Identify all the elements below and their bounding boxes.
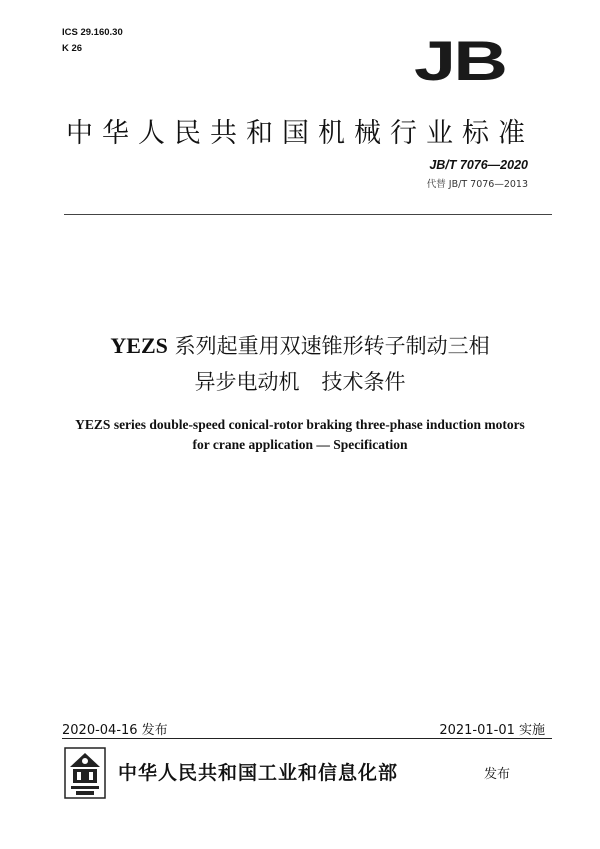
standard-title: 中华人民共和国机械行业标准: [66, 118, 534, 149]
footer-divider: [62, 738, 552, 739]
issue-date: 2020-04-16 发布: [62, 723, 168, 738]
chinese-title-line-1-text: 系列起重用双速锥形转子制动三相: [167, 334, 490, 358]
ministry-name: 中华人民共和国工业和信息化部: [118, 762, 399, 784]
chinese-title-part-a: 异步电动机: [194, 370, 300, 394]
chinese-title-line-2: [0, 366, 600, 396]
chinese-title-part-b: 技术条件: [321, 370, 406, 394]
implementation-date: 2021-01-01 实施: [439, 723, 545, 738]
jb-logo: JB: [414, 29, 506, 92]
chinese-title-model: YEZS: [110, 333, 168, 358]
chinese-title-line-1: [0, 330, 600, 360]
ministry-emblem-icon: [64, 747, 106, 799]
header-divider: [64, 214, 552, 215]
classification-code: K 26: [62, 43, 83, 54]
replaces-note: 代替 JB/T 7076—2013: [426, 179, 528, 190]
publish-label: 发布: [484, 767, 511, 782]
ics-code: ICS 29.160.30: [62, 27, 123, 38]
standard-code: JB/T 7076—2020: [429, 158, 528, 172]
english-title-line-1: YEZS series double-speed conical-rotor braking three-phase induction motors: [75, 417, 525, 432]
english-title-line-2: for crane application — Specification: [192, 437, 408, 452]
